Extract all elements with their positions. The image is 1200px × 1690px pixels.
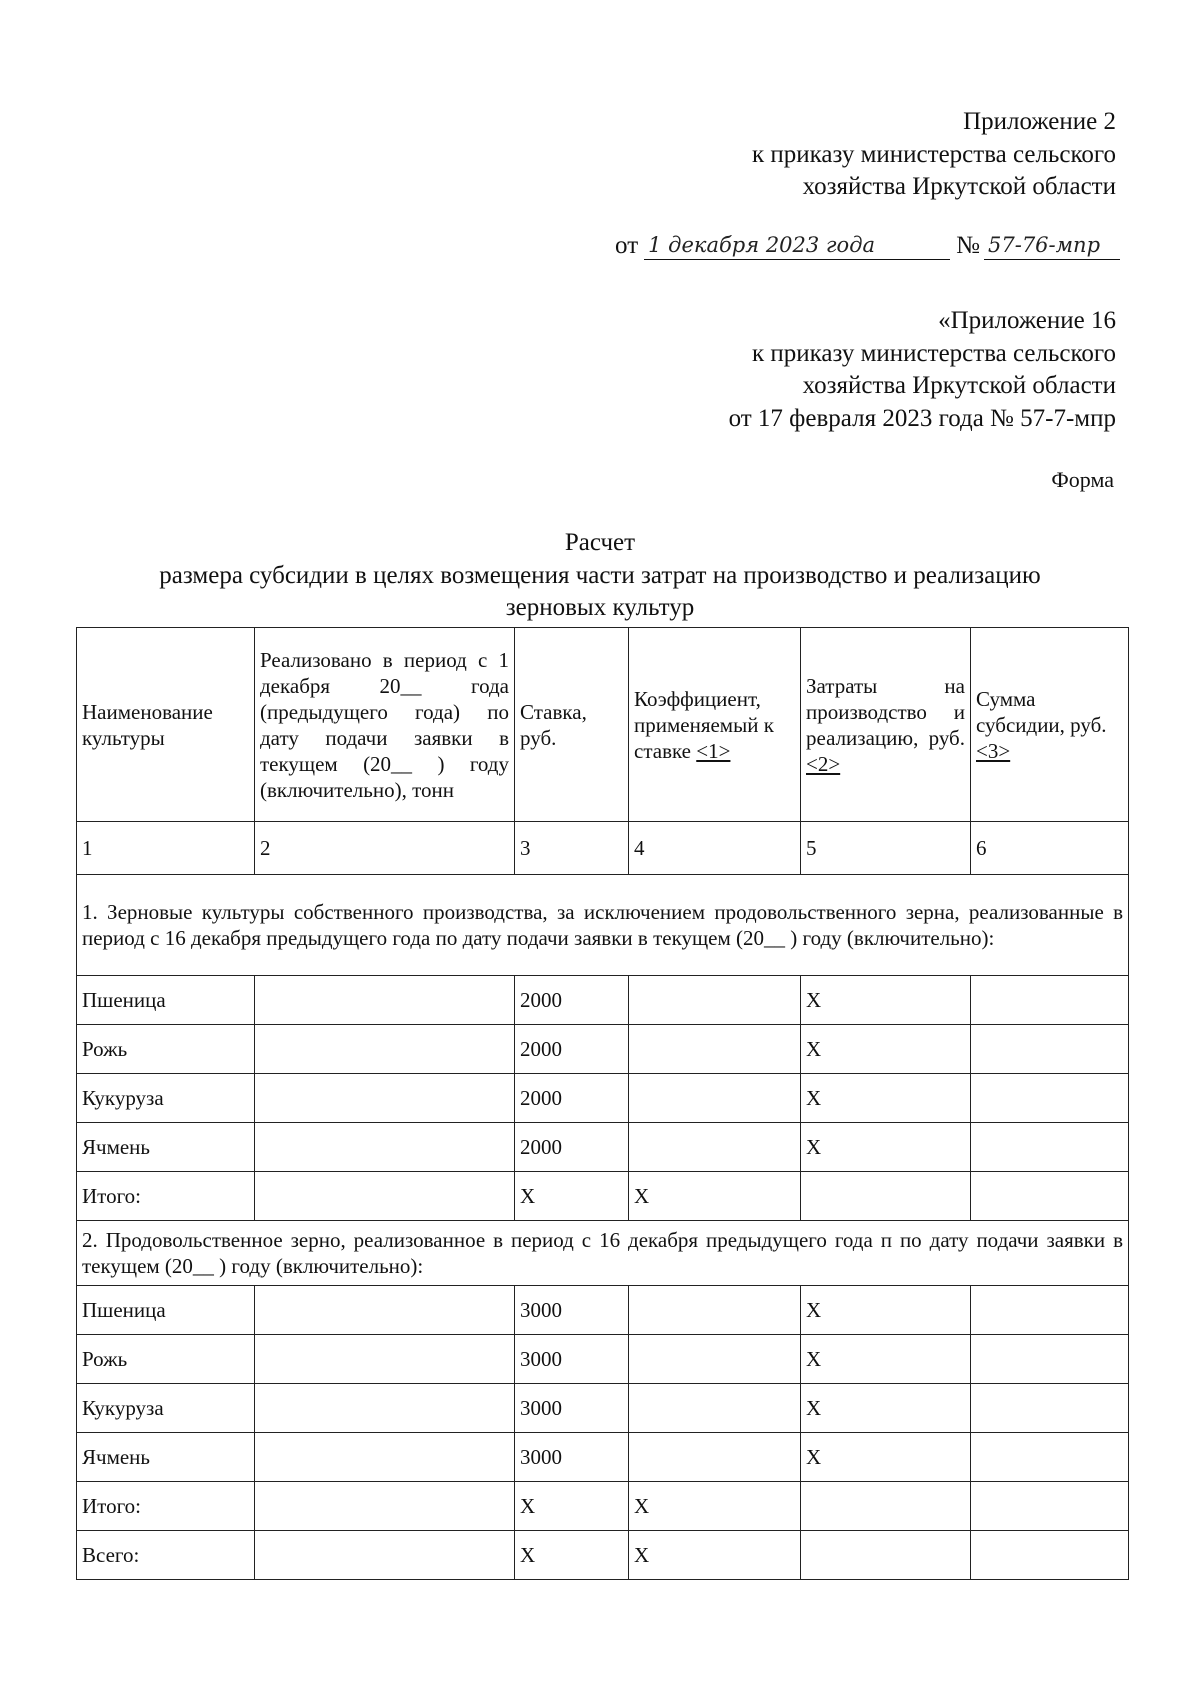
coefficient-cell[interactable]: [629, 1025, 801, 1074]
column-number: 2: [255, 822, 515, 875]
document-subtitle-line1: размера субсидии в целях возмещения части затрат на производство и реализацию: [159, 562, 1041, 589]
crop-name: Кукуруза: [77, 1074, 255, 1123]
coefficient-cell[interactable]: [629, 1286, 801, 1335]
sold-volume-cell[interactable]: [255, 1025, 515, 1074]
grand-total-label: Всего:: [77, 1531, 255, 1580]
rate-cell: 2000: [515, 976, 629, 1025]
table-row: [77, 1433, 1129, 1482]
sold-volume-cell[interactable]: [255, 1172, 515, 1221]
crop-name: Пшеница: [77, 1286, 255, 1335]
header-costs-text: Затраты на производство и реализацию, руб.: [806, 673, 965, 750]
crop-name: Ячмень: [77, 1433, 255, 1482]
costs-cell: X: [801, 1123, 971, 1172]
coefficient-cell[interactable]: [629, 1123, 801, 1172]
table-row: [77, 1335, 1129, 1384]
sold-volume-cell[interactable]: [255, 1433, 515, 1482]
costs-cell[interactable]: [801, 1531, 971, 1580]
order-reference: [615, 232, 1120, 260]
subsidy-cell[interactable]: [971, 1335, 1129, 1384]
appendix-16-header: [729, 305, 1116, 435]
rate-cell: 2000: [515, 1025, 629, 1074]
footnote-ref-1[interactable]: <1>: [696, 738, 731, 763]
column-number: 6: [971, 822, 1129, 875]
table-row: [77, 1286, 1129, 1335]
document-title: Расчет: [564, 529, 636, 556]
handwritten-date: 1 декабря 2023 года: [644, 233, 950, 260]
coefficient-cell: X: [629, 1531, 801, 1580]
subsidy-cell[interactable]: [971, 1025, 1129, 1074]
table-row: [77, 976, 1129, 1025]
costs-cell: X: [801, 1074, 971, 1123]
coefficient-cell[interactable]: [629, 976, 801, 1025]
subsidy-cell[interactable]: [971, 1172, 1129, 1221]
footnote-ref-2[interactable]: <2>: [806, 751, 841, 776]
costs-cell: X: [801, 976, 971, 1025]
costs-cell: X: [801, 1384, 971, 1433]
from-label: от: [615, 232, 639, 259]
appendix-2-line3: хозяйства Иркутской области: [802, 173, 1116, 200]
rate-cell: 3000: [515, 1286, 629, 1335]
coefficient-cell[interactable]: [629, 1384, 801, 1433]
sold-volume-cell[interactable]: [255, 1123, 515, 1172]
coefficient-cell[interactable]: [629, 1335, 801, 1384]
subsidy-calculation-table: [76, 627, 1129, 1580]
costs-cell: X: [801, 1335, 971, 1384]
crop-name: Ячмень: [77, 1123, 255, 1172]
column-number: 5: [801, 822, 971, 875]
appendix-16-title: «Приложение 16: [938, 307, 1116, 334]
appendix-16-line3: хозяйства Иркутской области: [802, 372, 1116, 399]
handwritten-number: 57-76-мпр: [984, 233, 1120, 260]
grand-total-row: [77, 1531, 1129, 1580]
section-1-total-row: [77, 1172, 1129, 1221]
section-2-total-row: [77, 1482, 1129, 1531]
table-row: [77, 1123, 1129, 1172]
footnote-ref-3[interactable]: <3>: [976, 738, 1011, 763]
costs-cell: X: [801, 1286, 971, 1335]
number-label: №: [956, 232, 980, 259]
column-number: 3: [515, 822, 629, 875]
subsidy-cell[interactable]: [971, 1123, 1129, 1172]
subsidy-cell[interactable]: [971, 1433, 1129, 1482]
subsidy-cell[interactable]: [971, 976, 1129, 1025]
rate-cell: X: [515, 1482, 629, 1531]
header-coefficient: [629, 628, 801, 822]
header-crop-name: Наименование культуры: [77, 628, 255, 822]
crop-name: Рожь: [77, 1335, 255, 1384]
rate-cell: 3000: [515, 1384, 629, 1433]
table-row: [77, 1384, 1129, 1433]
sold-volume-cell[interactable]: [255, 1286, 515, 1335]
coefficient-cell: X: [629, 1482, 801, 1531]
subsidy-cell[interactable]: [971, 1531, 1129, 1580]
costs-cell: X: [801, 1025, 971, 1074]
rate-cell: 2000: [515, 1074, 629, 1123]
header-rate: Ставка, руб.: [515, 628, 629, 822]
crop-name: Рожь: [77, 1025, 255, 1074]
sold-volume-cell[interactable]: [255, 1482, 515, 1531]
table-header-row: [77, 628, 1129, 822]
section-1-heading: 1. Зерновые культуры собственного производства, за исключением продовольственного зерна, реализованные в период с 16 декабря предыдущего года по дату подачи заявки в текущем (20__ ) году (включительно):: [77, 875, 1129, 976]
costs-cell[interactable]: [801, 1482, 971, 1531]
sold-volume-cell[interactable]: [255, 1335, 515, 1384]
appendix-16-line4: от 17 февраля 2023 года № 57-7-мпр: [728, 404, 1116, 432]
appendix-16-line2: к приказу министерства сельского: [751, 339, 1116, 367]
header-sold-volume: Реализовано в период с 1 декабря 20__ года (предыдущего года) по дату подачи заявки в текущем (20__ ) году (включительно), тонн: [255, 628, 515, 822]
column-number: 4: [629, 822, 801, 875]
total-label: Итого:: [77, 1172, 255, 1221]
crop-name: Кукуруза: [77, 1384, 255, 1433]
header-costs: [801, 628, 971, 822]
table-row: [77, 1074, 1129, 1123]
sold-volume-cell[interactable]: [255, 976, 515, 1025]
rate-cell: X: [515, 1172, 629, 1221]
crop-name: Пшеница: [77, 976, 255, 1025]
appendix-2-line2: к приказу министерства сельского: [751, 140, 1116, 168]
header-coefficient-text: Коэффициент, применяемый к ставке: [634, 686, 774, 763]
rate-cell: X: [515, 1531, 629, 1580]
coefficient-cell[interactable]: [629, 1433, 801, 1482]
subsidy-cell[interactable]: [971, 1286, 1129, 1335]
coefficient-cell: X: [629, 1172, 801, 1221]
section-2-heading-row: [77, 1221, 1129, 1286]
sold-volume-cell[interactable]: [255, 1384, 515, 1433]
costs-cell[interactable]: [801, 1172, 971, 1221]
costs-cell: X: [801, 1433, 971, 1482]
appendix-2-title: Приложение 2: [963, 108, 1116, 135]
rate-cell: 2000: [515, 1123, 629, 1172]
form-label: Форма: [1051, 467, 1114, 492]
sold-volume-cell[interactable]: [255, 1074, 515, 1123]
total-label: Итого:: [77, 1482, 255, 1531]
subsidy-cell[interactable]: [971, 1384, 1129, 1433]
header-subsidy-sum: [971, 628, 1129, 822]
column-number-row: [77, 822, 1129, 875]
appendix-2-header: [752, 106, 1116, 204]
section-1-heading-row: [77, 875, 1129, 976]
section-2-heading: 2. Продовольственное зерно, реализованное в период с 16 декабря предыдущего года п по дату подачи заявки в текущем (20__ ) году (включительно):: [77, 1221, 1129, 1286]
table-row: [77, 1025, 1129, 1074]
subsidy-cell[interactable]: [971, 1482, 1129, 1531]
subsidy-cell[interactable]: [971, 1074, 1129, 1123]
rate-cell: 3000: [515, 1433, 629, 1482]
sold-volume-cell[interactable]: [255, 1531, 515, 1580]
header-subsidy-text: Сумма субсидии, руб.: [976, 686, 1107, 737]
rate-cell: 3000: [515, 1335, 629, 1384]
document-subtitle-line2: зерновых культур: [505, 594, 695, 621]
column-number: 1: [77, 822, 255, 875]
coefficient-cell[interactable]: [629, 1074, 801, 1123]
